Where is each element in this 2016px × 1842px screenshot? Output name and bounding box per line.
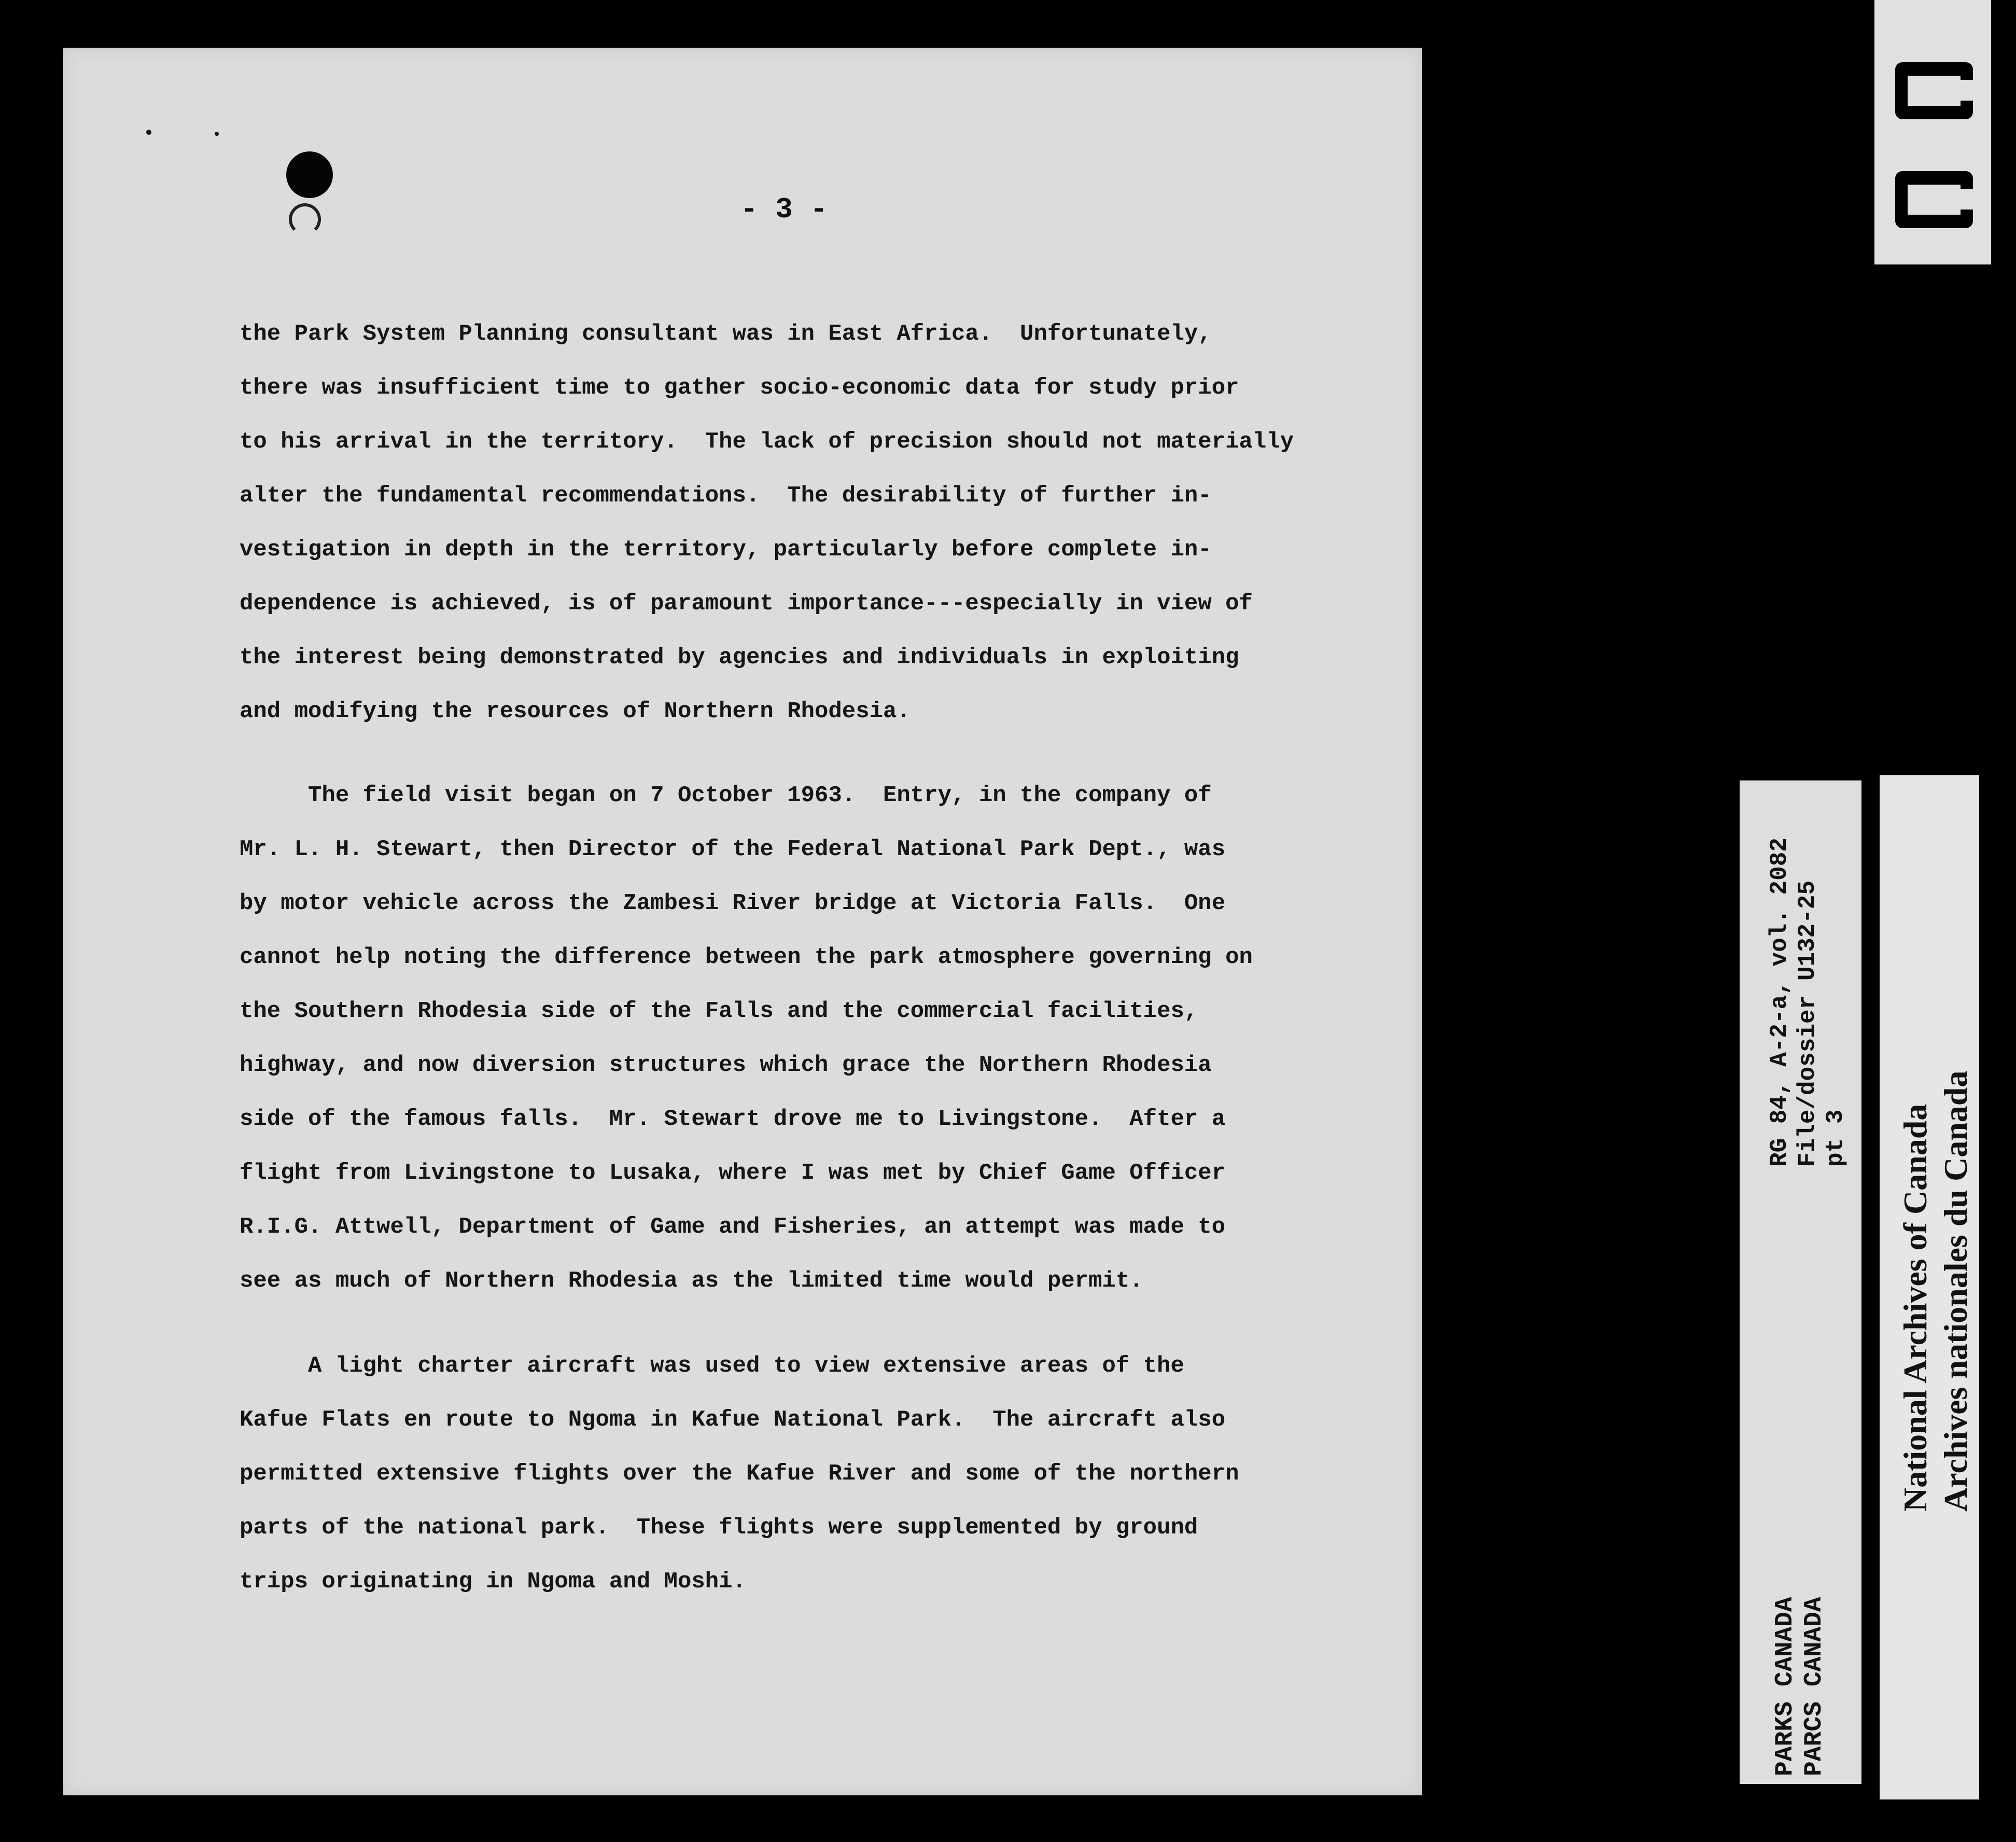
text-line: dependence is achieved, is of paramount importance---especially in view of — [240, 591, 1253, 617]
text-line: flight from Livingstone to Lusaka, where I was met by Chief Game Officer — [240, 1160, 1226, 1186]
document-page — [63, 48, 1422, 1795]
film-marker-icon — [1895, 62, 1973, 119]
text-line: side of the famous falls. Mr. Stewart drove me to Livingstone. After a — [240, 1106, 1226, 1132]
film-marker-tab — [1874, 0, 1991, 264]
archives-label-line: National Archives of Canada — [1897, 1104, 1934, 1512]
text-line: vestigation in depth in the territory, particularly before complete in- — [240, 537, 1212, 563]
paragraph — [240, 307, 1406, 738]
speck — [215, 132, 219, 136]
reference-line: File/dossier U132-25 — [1794, 880, 1821, 1167]
page-number: - 3 - — [740, 193, 828, 226]
reference-line: RG 84, A-2-a, vol. 2082 — [1766, 838, 1793, 1167]
text-line: see as much of Northern Rhodesia as the limited time would permit. — [240, 1268, 1143, 1294]
text-line: A light charter aircraft was used to view extensive areas of the — [240, 1353, 1184, 1379]
archives-label-line: Archives nationales du Canada — [1937, 1070, 1974, 1512]
text-line: to his arrival in the territory. The lack of precision should not materially — [240, 429, 1294, 455]
text-line: The field visit began on 7 October 1963. Entry, in the company of — [240, 783, 1212, 808]
speck — [146, 130, 151, 135]
paragraph — [240, 1339, 1406, 1609]
paragraph — [240, 769, 1406, 1308]
parks-label-strip — [1740, 780, 1861, 1784]
text-line: parts of the national park. These flights were supplemented by ground — [240, 1515, 1198, 1541]
text-line: the Park System Planning consultant was in East Africa. Unfortunately, — [240, 321, 1212, 347]
text-line: highway, and now diversion structures which grace the Northern Rhodesia — [240, 1052, 1212, 1078]
text-line: and modifying the resources of Northern Rhodesia. — [240, 699, 911, 724]
archives-label-strip — [1880, 775, 1979, 1799]
text-line: alter the fundamental recommendations. The desirability of further in- — [240, 483, 1212, 509]
film-marker-icon — [1895, 171, 1973, 228]
text-line: the Southern Rhodesia side of the Falls and the commercial facilities, — [240, 998, 1198, 1024]
text-line: R.I.G. Attwell, Department of Game and Fisheries, an attempt was made to — [240, 1214, 1226, 1240]
reference-line: pt 3 — [1822, 1109, 1849, 1167]
text-line: by motor vehicle across the Zambesi River bridge at Victoria Falls. One — [240, 890, 1226, 916]
parks-canada-label — [1771, 1597, 1829, 1776]
text-line: Mr. L. H. Stewart, then Director of the Federal National Park Dept., was — [240, 836, 1226, 862]
text-line: trips originating in Ngoma and Moshi. — [240, 1569, 746, 1595]
punch-hole — [286, 151, 333, 198]
archive-reference-label — [1766, 838, 1850, 1167]
parks-label-line: PARKS CANADA — [1771, 1597, 1799, 1776]
text-line: Kafue Flats en route to Ngoma in Kafue National Park. The aircraft also — [240, 1407, 1226, 1433]
parks-label-line: PARCS CANADA — [1800, 1597, 1828, 1776]
national-archives-label — [1895, 1070, 1976, 1512]
text-line: cannot help noting the difference between the park atmosphere governing on — [240, 944, 1253, 970]
text-line: permitted extensive flights over the Kafue River and some of the northern — [240, 1461, 1239, 1487]
text-line: the interest being demonstrated by agencies and individuals in exploiting — [240, 645, 1239, 671]
punch-hole-mark — [289, 203, 321, 235]
text-line: there was insufficient time to gather socio-economic data for study prior — [240, 375, 1239, 401]
